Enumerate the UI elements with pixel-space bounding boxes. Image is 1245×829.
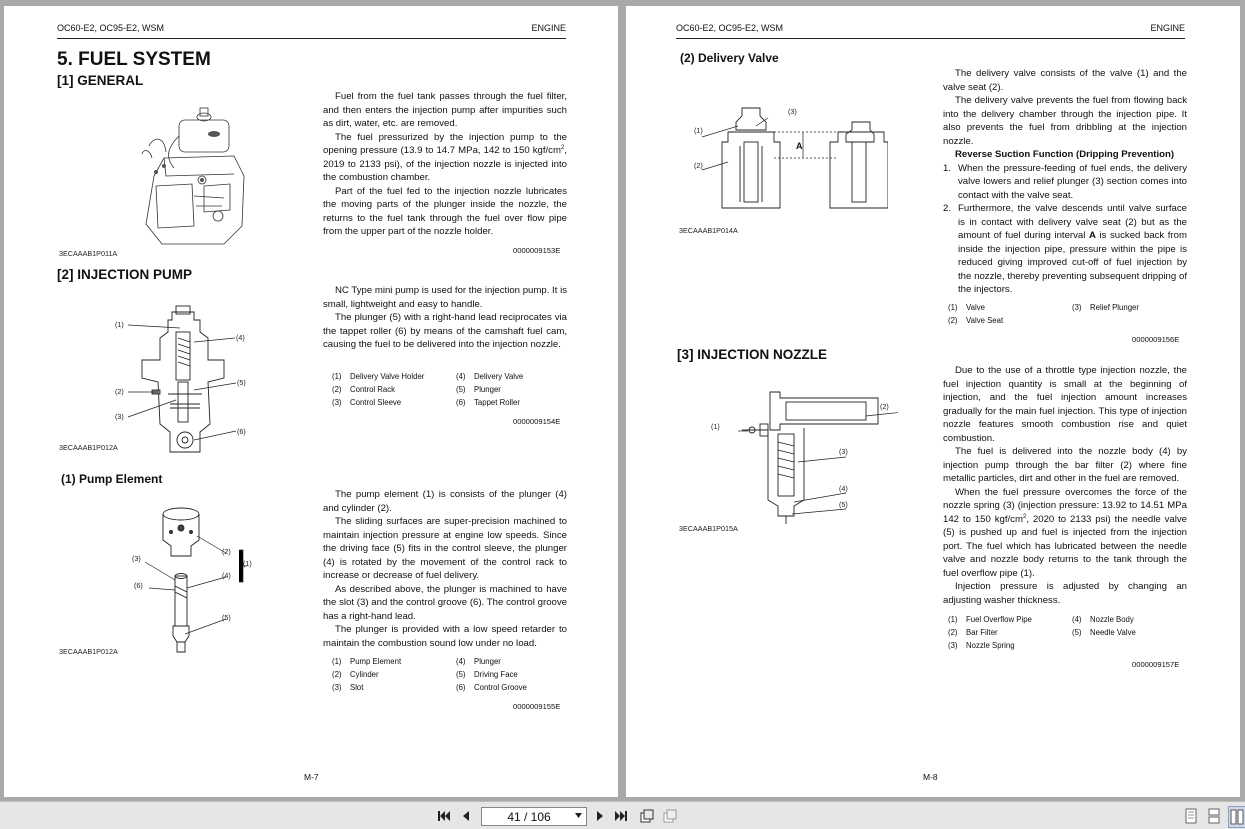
pump-element-heading: (1) Pump Element — [61, 472, 163, 486]
paragraph: The pump element (1) is consists of the plunger (4) and cylinder (2). — [323, 489, 567, 514]
parts-legend: (1) Valve (3) Relief Plunger (2) Valve Seat — [948, 303, 1139, 325]
paragraph: When the fuel pressure overcomes the force of the nozzle spring (3) (injection pressure: 13.92 to 14.51 MPa 142 to 150 kgf/$cm^2$, 2020 to 2133 psi) the needle valve (5) is pushed up and fuel is injected from the injection port. The fuel which has lubricated between the needle valve and nozzle body returns to the tank through the fuel overflow pipe (1). — [943, 486, 1188, 579]
injection-pump-text — [323, 284, 567, 352]
chevron-down-icon[interactable] — [575, 813, 582, 818]
last-page-icon[interactable] — [613, 806, 629, 826]
callout-label: (2) — [880, 402, 889, 411]
section-title: 5. FUEL SYSTEM — [57, 49, 211, 70]
delivery-valve-heading: (2) Delivery Valve — [680, 51, 779, 65]
injection-nozzle-heading: [3] INJECTION NOZZLE — [677, 347, 828, 362]
callout-label: (4) — [222, 571, 231, 580]
fit-width-icon[interactable] — [661, 806, 679, 826]
page-header — [57, 23, 566, 39]
steps-list — [943, 162, 1187, 297]
viewer-toolbar — [0, 801, 1245, 829]
header-manual-code: OC60-E2, OC95-E2, WSM — [57, 23, 165, 33]
page-number: M-8 — [923, 772, 938, 782]
next-page-icon[interactable] — [593, 806, 607, 826]
page-number-input[interactable]: 41 / 106 — [481, 807, 587, 826]
callout-label: (5) — [222, 613, 231, 622]
subheading: Reverse Suction Function (Dripping Prevention) — [955, 149, 1175, 160]
document-id: 0000009155E — [513, 702, 561, 711]
paragraph: NC Type mini pump is used for the injection pump. It is small, lightweight and easy to handle. — [323, 285, 567, 310]
injection-nozzle-text — [943, 364, 1187, 607]
paragraph: Part of the fuel fed to the injection nozzle lubricates the moving parts of the plunger inside the nozzle, the returns to the fuel tank through the fuel over flow pipe from the upper part of the nozzle holder. — [323, 185, 567, 237]
first-page-icon[interactable] — [436, 806, 452, 826]
engine-fuel-system-illustration — [134, 106, 259, 248]
figure-code: 3ECAAAB1P015A — [679, 524, 738, 533]
injection-nozzle-diagram — [708, 388, 898, 528]
callout-label: (3) — [132, 554, 141, 563]
paragraph: The sliding surfaces are super-precision machined to maintain injection pressure at engine low speeds. Since the driving face (5) fits in the control sleeve, the plunger (4) is rotated by the movement of the control rack to increase or decrease of fuel delivery. — [323, 516, 567, 581]
document-id: 0000009154E — [513, 417, 561, 426]
injection-pump-heading: [2] INJECTION PUMP — [57, 267, 193, 282]
header-section: ENGINE — [1150, 23, 1185, 33]
callout-label: (2) — [115, 387, 124, 396]
single-page-view-icon[interactable] — [1183, 806, 1199, 826]
document-id: 0000009157E — [1132, 660, 1180, 669]
callout-label: (1) — [694, 126, 703, 135]
pump-element-text — [323, 488, 567, 650]
callout-label: (5) — [237, 378, 246, 387]
paragraph: Fuel from the fuel tank passes through the fuel filter, and then enters the injection pump after impurities such as dirt, water, etc. are removed. — [323, 91, 567, 129]
callout-label: (1) — [243, 559, 252, 568]
callout-label: (2) — [222, 547, 231, 556]
paragraph: As described above, the plunger is machined to have the slot (3) and the control groove (6). The control groove has a right-hand lead. — [323, 583, 567, 622]
parts-legend: (1) Pump Element (4) Plunger (2) Cylinder (5) Driving Face (3) Slot (6) Control Groove — [332, 657, 527, 692]
list-item: 1. When the pressure-feeding of fuel ends, the delivery valve lowers and relief plunger (3) section comes into contact with the valve seat. — [943, 162, 1187, 201]
callout-label: (6) — [237, 427, 246, 436]
figure-code: 3ECAAAB1P014A — [679, 226, 738, 235]
figure-code: 3ECAAAB1P011A — [59, 249, 118, 258]
callout-label: (5) — [839, 500, 848, 509]
callout-label: A — [796, 141, 803, 151]
page-number: M-7 — [304, 772, 319, 782]
document-page-left — [4, 6, 618, 797]
document-id: 0000009153E — [513, 246, 561, 255]
callout-label: (3) — [839, 447, 848, 456]
callout-label: (1) — [711, 422, 720, 431]
paragraph: The plunger is provided with a low speed retarder to maintain the combustion sound low under no load. — [323, 624, 567, 649]
fit-page-icon[interactable] — [638, 806, 656, 826]
figure-code: 3ECAAAB1P012A — [59, 443, 118, 452]
delivery-valve-diagram — [688, 102, 888, 214]
callout-label: (1) — [115, 320, 124, 329]
pump-element-diagram — [129, 506, 269, 656]
general-text — [323, 90, 567, 239]
header-section: ENGINE — [531, 23, 566, 33]
callout-label: (6) — [134, 581, 143, 590]
callout-label: (3) — [788, 107, 797, 116]
callout-label: (4) — [236, 333, 245, 342]
callout-label: (2) — [694, 161, 703, 170]
facing-view-icon[interactable] — [1228, 806, 1245, 828]
callout-label: (3) — [115, 412, 124, 421]
page-header — [676, 23, 1185, 39]
delivery-valve-text — [943, 67, 1187, 297]
paragraph: The fuel is delivered into the nozzle body (4) by injection pump through the bar filter (2) where fine metallic particles, dirt and other in the fuel are removed. — [943, 446, 1187, 484]
continuous-view-icon[interactable] — [1206, 806, 1222, 826]
callout-label: (4) — [839, 484, 848, 493]
document-id: 0000009156E — [1132, 335, 1180, 344]
parts-legend: (1) Delivery Valve Holder (4) Delivery Valve (2) Control Rack (5) Plunger (3) Control Sleeve (6) Tappet Roller — [332, 372, 524, 407]
general-heading: [1] GENERAL — [57, 73, 144, 88]
paragraph: Due to the use of a throttle type injection nozzle, the fuel injection quantity is small at the beginning of injection, and the fuel injection amount increases gradually for the main fuel injection. This type of injection nozzle features smooth combustion rise and quiet combustion. — [943, 365, 1187, 444]
header-manual-code: OC60-E2, OC95-E2, WSM — [676, 23, 784, 33]
prev-page-icon[interactable] — [459, 806, 473, 826]
list-item: 2. Furthermore, the valve descends until valve surface is in contact with delivery valve seat (2) but as the amount of fuel during interval A is sucked back from inside the injection pipe, pressure within the pipe is reduced giving improved cut-off of fuel injection by the nozzle, thereby preventing subsequent dripping of the injectors. — [943, 203, 1187, 295]
paragraph: The plunger (5) with a right-hand lead reciprocates via the tappet roller (6) by means of the camshaft fuel cam, causing the fuel to be delivered into the injection nozzle. — [323, 312, 567, 350]
paragraph: The delivery valve consists of the valve (1) and the valve seat (2). — [943, 68, 1187, 93]
parts-legend: (1) Fuel Overflow Pipe (4) Nozzle Body (2) Bar Filter (5) Needle Valve (3) Nozzle Spring — [948, 615, 1136, 650]
paragraph: The fuel pressurized by the injection pump to the opening pressure (13.9 to 14.7 MPa, 142 to 150 kgf/$cm^2$, 2019 to 2133 psi), of the injection nozzle is injected into the combustion chamber. — [323, 131, 567, 183]
figure-code: 3ECAAAB1P012A — [59, 647, 118, 656]
paragraph: The delivery valve prevents the fuel from flowing back into the delivery chamber through the injection pipe. It also prevents the fuel from dribbling at the injection nozzle. — [943, 95, 1187, 147]
paragraph: Injection pressure is adjusted by changing an adjusting washer thickness. — [943, 581, 1187, 606]
document-page-right — [626, 6, 1240, 797]
